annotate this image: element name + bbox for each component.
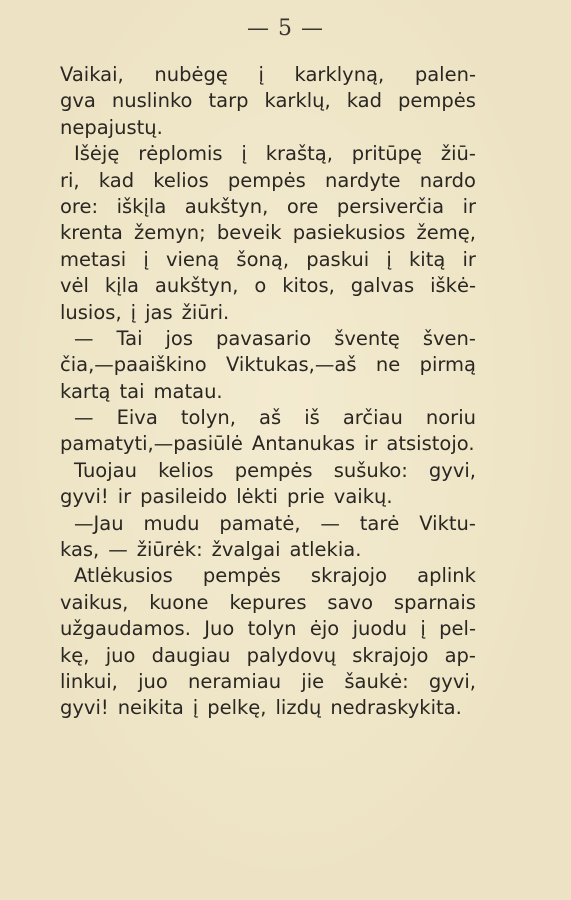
word: aukštyn, xyxy=(154,274,239,298)
word: Vaikai, xyxy=(60,63,124,86)
word: šven- xyxy=(422,326,476,350)
paragraph xyxy=(60,62,476,141)
text-line xyxy=(60,326,476,352)
word: tai xyxy=(119,379,145,403)
text-line xyxy=(60,511,476,537)
word: žiū- xyxy=(440,142,476,166)
word: gyvi! xyxy=(60,485,109,509)
text-line xyxy=(60,379,476,405)
word: nardo xyxy=(419,168,476,192)
word: arčiau xyxy=(342,406,403,430)
word: pasiekusios xyxy=(292,221,406,245)
word: į xyxy=(386,247,392,271)
word: mudu xyxy=(143,511,200,535)
word: nubėgę xyxy=(154,63,228,86)
word: Tuojau xyxy=(74,458,137,482)
word: lėkti xyxy=(236,485,278,509)
word: žvalgai xyxy=(211,538,281,562)
word: į xyxy=(130,300,137,324)
word: karklų, xyxy=(264,89,331,113)
word: juodu xyxy=(352,617,408,641)
word: savo xyxy=(327,590,374,614)
word: — xyxy=(320,511,340,535)
word: Eiva xyxy=(116,406,158,430)
word: aplink xyxy=(417,564,476,588)
word: vieną xyxy=(165,247,220,271)
word: pavasario xyxy=(215,326,312,350)
word: pamatyti,—pasiūlė xyxy=(60,432,243,456)
body-text xyxy=(60,62,476,722)
word: ir xyxy=(462,194,476,218)
word: kitą xyxy=(408,247,446,271)
text-line xyxy=(60,168,476,194)
word: Juo xyxy=(204,617,235,641)
word: palen- xyxy=(414,63,476,86)
text-line xyxy=(60,590,476,616)
word: pritūpę xyxy=(351,142,422,166)
word: atlekia. xyxy=(289,538,362,562)
text-line xyxy=(60,300,476,326)
word: jos xyxy=(165,326,193,350)
word: tolyn, xyxy=(180,406,236,430)
word: kad xyxy=(346,89,383,113)
word: kepures xyxy=(229,590,307,614)
word: ir xyxy=(462,247,476,271)
word: galvas xyxy=(350,274,415,298)
word: ėjo xyxy=(309,617,340,641)
word: prie xyxy=(286,485,325,509)
word: ore: xyxy=(60,194,99,218)
paragraph xyxy=(60,405,476,458)
word: pel- xyxy=(439,617,476,641)
text-line xyxy=(60,669,476,695)
word: nepajustų. xyxy=(60,115,163,139)
text-line xyxy=(60,141,476,167)
word: lusios, xyxy=(60,300,122,324)
word: noriu xyxy=(425,406,476,430)
word: skrajojo xyxy=(310,564,388,588)
word: kitos, xyxy=(282,274,335,298)
word: tarp xyxy=(208,89,249,113)
word: žiūrėk: xyxy=(136,538,203,562)
text-line xyxy=(60,405,476,431)
word: į xyxy=(241,142,247,166)
word: juo xyxy=(105,643,136,667)
word: į xyxy=(258,63,264,86)
word: beveik xyxy=(216,221,282,245)
paragraph xyxy=(60,563,476,721)
text-line xyxy=(60,247,476,273)
text-line xyxy=(60,273,476,299)
word: pempės xyxy=(398,89,476,113)
word: užgaudamos. xyxy=(60,617,191,641)
text-line xyxy=(60,194,476,220)
word: pasileido xyxy=(140,485,228,509)
word: vėl xyxy=(60,274,89,298)
text-line xyxy=(60,352,476,378)
word: kelios xyxy=(158,458,214,482)
word: nuslinko xyxy=(111,89,193,113)
paragraph xyxy=(60,458,476,511)
word: ir xyxy=(117,485,132,509)
word: kartą xyxy=(60,379,111,403)
word: jie xyxy=(301,669,325,693)
text-line xyxy=(60,616,476,642)
word: persiverčia xyxy=(336,194,445,218)
word: Tai xyxy=(116,326,143,350)
word: aukštyn, xyxy=(184,194,269,218)
word: čia,—paaiškino xyxy=(60,353,207,377)
word: gyvi, xyxy=(428,458,476,482)
word: kad xyxy=(98,168,135,192)
paragraph xyxy=(60,511,476,564)
word: pempės xyxy=(234,458,313,482)
paragraph xyxy=(60,141,476,326)
word: iškė- xyxy=(430,274,476,298)
text-line xyxy=(60,62,476,88)
word: juo xyxy=(138,669,168,693)
word: Viktukas,—aš xyxy=(226,353,357,377)
word: Viktu- xyxy=(419,511,476,535)
word: aš xyxy=(259,406,282,430)
word: karklyną, xyxy=(294,63,385,86)
word: metasi xyxy=(60,247,127,271)
word: o xyxy=(254,274,267,298)
word: pamatė, xyxy=(219,511,301,535)
word: vaikų. xyxy=(333,485,393,509)
word: linkui, xyxy=(60,669,118,693)
word: Antanukas xyxy=(251,432,355,456)
word: gyvi, xyxy=(428,669,476,693)
word: nedraskykita. xyxy=(330,696,462,720)
word: krenta xyxy=(60,221,123,245)
word: tarė xyxy=(359,511,400,535)
word: palydovų xyxy=(246,643,337,667)
word: lizdų xyxy=(275,696,322,720)
word: kraštą, xyxy=(265,142,333,166)
word: pirmą xyxy=(419,353,476,377)
word: pempės xyxy=(227,168,306,192)
word: neramiau xyxy=(188,669,282,693)
word: kelios xyxy=(153,168,209,192)
word: vaikus, xyxy=(60,590,129,614)
word: atsistojo. xyxy=(386,432,475,456)
word: daugiau xyxy=(151,643,231,667)
word: neikita xyxy=(117,696,184,720)
text-line xyxy=(60,643,476,669)
word: sušuko: xyxy=(333,458,408,482)
word: jas xyxy=(145,300,173,324)
word: šventę xyxy=(334,326,400,350)
word: iškįla xyxy=(116,194,167,218)
word: ore xyxy=(286,194,319,218)
word: sparnais xyxy=(393,590,476,614)
word: iš xyxy=(304,406,320,430)
text-line xyxy=(60,537,476,563)
word: ir xyxy=(363,432,378,456)
word: kįla xyxy=(104,274,139,298)
text-line xyxy=(60,431,476,457)
word: pempės xyxy=(202,564,281,588)
text-line xyxy=(60,695,476,721)
text-line xyxy=(60,563,476,589)
text-line xyxy=(60,484,476,510)
word: ri, xyxy=(60,168,80,192)
word: žemyn; xyxy=(134,221,206,245)
word: skrajojo xyxy=(352,643,429,667)
word: gva xyxy=(60,89,96,113)
word: ne xyxy=(375,353,401,377)
word: žiūri. xyxy=(181,300,230,324)
word: nardyte xyxy=(324,168,401,192)
word: kuone xyxy=(149,590,209,614)
word: ap- xyxy=(444,643,476,667)
word: Atlėkusios xyxy=(74,564,173,588)
word: į xyxy=(192,696,199,720)
word: kas, xyxy=(60,538,100,562)
text-line xyxy=(60,458,476,484)
word: — xyxy=(74,406,94,430)
word: paskui xyxy=(306,247,370,271)
word: šoną, xyxy=(236,247,290,271)
word: tolyn xyxy=(247,617,297,641)
word: į xyxy=(420,617,426,641)
page-number: — 5 — xyxy=(247,16,324,41)
word: matau. xyxy=(153,379,223,403)
text-line xyxy=(60,115,476,141)
word: rėplomis xyxy=(138,142,223,166)
word: šaukė: xyxy=(344,669,409,693)
word: — xyxy=(74,326,94,350)
word: — xyxy=(108,538,128,562)
word: žemę, xyxy=(416,221,476,245)
word: —Jau xyxy=(74,511,124,535)
word: gyvi! xyxy=(60,696,109,720)
word: į xyxy=(143,247,149,271)
paragraph xyxy=(60,326,476,405)
word: kę, xyxy=(60,643,90,667)
word: pelkę, xyxy=(207,696,267,720)
word: Išėję xyxy=(74,142,120,166)
text-line xyxy=(60,220,476,246)
text-line xyxy=(60,88,476,114)
